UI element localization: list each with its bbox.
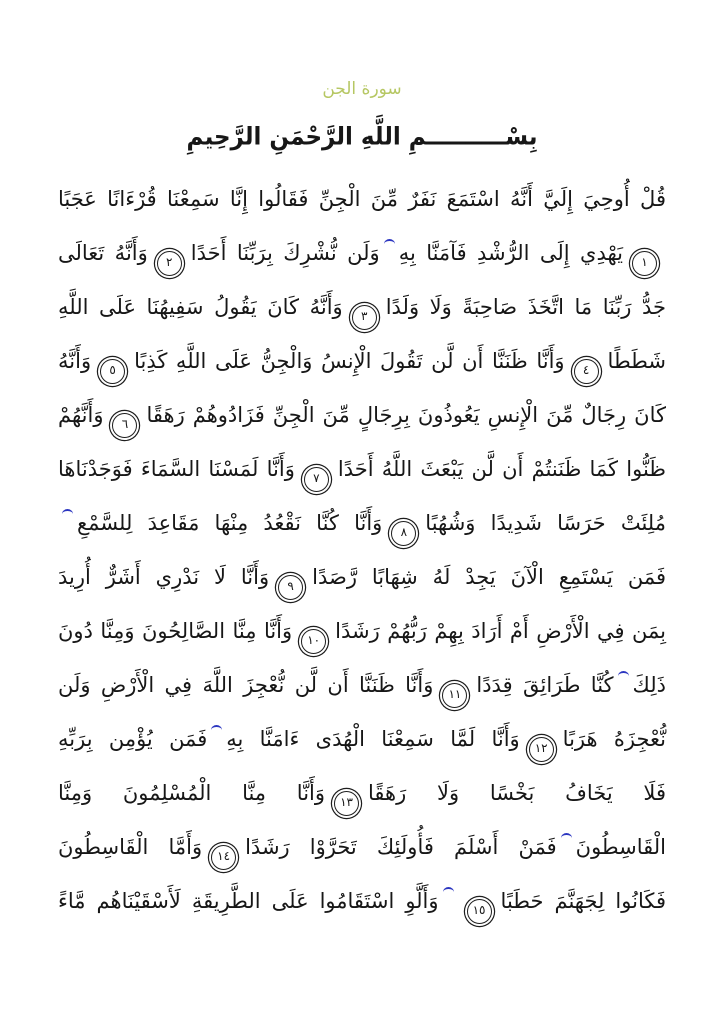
mushaf-line — [58, 334, 666, 388]
verse-text: وَأَنَّا ظَنَنَّا أَن لَّن تَقُولَ الْإِنسُ وَالْجِنُّ عَلَى اللَّهِ كَذِبًا — [134, 349, 565, 373]
ayah-number: ٣ — [360, 309, 368, 323]
ayah-end-marker — [211, 845, 236, 870]
verse-text: فَمَن يَسْتَمِعِ الْآنَ يَجِدْ لَهُ شِهَابًا رَّصَدًا — [312, 565, 667, 589]
ayah-number: ٥ — [109, 363, 116, 377]
mushaf-line — [58, 280, 666, 334]
verse-text: وَأَنَّا لَمَسْنَا السَّمَاءَ فَوَجَدْنَاهَا — [58, 457, 295, 481]
verse-text: كُنَّا طَرَائِقَ قِدَدًا — [476, 673, 614, 697]
verse-text: بِمَن فِي الْأَرْضِ أَمْ أَرَادَ بِهِمْ رَبُّهُمْ رَشَدًا — [335, 619, 666, 643]
ayah-number: ١ — [641, 255, 648, 269]
verse-text: الْقَاسِطُونَ — [575, 835, 666, 859]
ayah-number: ١١ — [448, 687, 462, 701]
mushaf-line — [58, 604, 666, 658]
verse-text: وَأَنَّا لَا نَدْرِي أَشَرٌّ أُرِيدَ — [58, 565, 270, 589]
ayah-number: ٩ — [287, 579, 294, 593]
mushaf-line — [58, 820, 666, 874]
ayah-number: ١٢ — [534, 741, 548, 755]
mushaf-line — [58, 442, 666, 496]
ayah-number: ٤ — [582, 363, 590, 377]
ayah-number: ٨ — [400, 525, 408, 539]
waqf-mark-icon — [62, 509, 73, 515]
verse-text: وَأَنَّهُمْ — [58, 403, 104, 427]
verse-text: يَهْدِي إِلَى الرُّشْدِ فَآمَنَّا بِهِ — [398, 241, 624, 265]
mushaf-line — [58, 712, 666, 766]
ayah-end-marker — [100, 359, 125, 384]
waqf-mark-icon — [561, 833, 572, 839]
verse-text: مُلِئَتْ حَرَسًا شَدِيدًا وَشُهُبًا — [425, 511, 666, 535]
verse-text: وَلَن نُّشْرِكَ بِرَبِّنَا أَحَدًا — [190, 241, 380, 265]
verse-text: ذَلِكَ — [632, 673, 666, 697]
verse-text: قُلْ أُوحِيَ إِلَيَّ أَنَّهُ اسْتَمَعَ نَفَرٌ مِّنَ الْجِنِّ فَقَالُوا إِنَّا سَمِعْنَا قُرْءَانًا عَجَبًا — [58, 187, 666, 211]
verse-text: وَأَنَّا مِنَّا الصَّالِحُونَ وَمِنَّا دُونَ — [58, 619, 293, 643]
waqf-mark-icon — [443, 887, 454, 893]
ayah-number: ١٣ — [340, 795, 353, 809]
verse-text: وَأَنَّهُ تَعَالَى — [58, 241, 148, 265]
ayah-number: ٧ — [313, 471, 320, 485]
verse-text: وَأَنَّا مِنَّا الْمُسْلِمُونَ وَمِنَّا — [58, 781, 326, 805]
ayah-number: ١٤ — [217, 849, 231, 863]
ayah-end-marker — [574, 359, 599, 384]
verse-text: ظَنُّوا كَمَا ظَنَنتُمْ أَن لَّن يَبْعَثَ اللَّهُ أَحَدًا — [337, 457, 667, 481]
mushaf-line — [58, 496, 666, 550]
verse-text: شَطَطًا — [607, 349, 666, 373]
verse-text: وَأَنَّا لَمَّا سَمِعْنَا الْهُدَى ءَامَنَّا بِهِ — [226, 727, 520, 751]
mushaf-line — [58, 658, 666, 712]
verse-text: وَأَلَّوِ اسْتَقَامُوا عَلَى الطَّرِيقَةِ لَأَسْقَيْنَاهُم مَّاءً — [58, 889, 439, 913]
ayah-end-marker — [157, 251, 182, 276]
mushaf-line — [58, 766, 666, 820]
ayah-number: ١٠ — [307, 633, 321, 647]
ayah-end-marker — [467, 899, 492, 924]
mushaf-line — [58, 550, 666, 604]
verse-text: نُّعْجِزَهُ هَرَبًا — [562, 727, 666, 751]
waqf-mark-icon — [618, 671, 629, 677]
ayah-end-marker — [334, 791, 359, 816]
ayah-number: ٢ — [166, 255, 173, 269]
mushaf-line — [58, 388, 666, 442]
ayah-number: ١٥ — [472, 903, 486, 917]
verse-text: فَمَنْ أَسْلَمَ فَأُولَئِكَ تَحَرَّوْا رَشَدًا — [245, 835, 557, 859]
mushaf-line — [58, 172, 666, 226]
waqf-mark-icon — [384, 239, 395, 245]
surah-title: سورة الجن — [322, 79, 402, 99]
ayah-end-marker — [304, 467, 329, 492]
ayah-end-marker — [391, 521, 416, 546]
ayah-number: ٦ — [121, 417, 129, 431]
verse-text: وَأَنَّهُ كَانَ يَقُولُ سَفِيهُنَا عَلَى اللَّهِ — [58, 295, 343, 319]
verse-text: وَأَنَّا كُنَّا نَقْعُدُ مِنْهَا مَقَاعِدَ لِلسَّمْعِ — [77, 511, 383, 535]
ayah-end-marker — [352, 305, 377, 330]
ayah-end-marker — [278, 575, 303, 600]
verse-text: كَانَ رِجَالٌ مِّنَ الْإِنسِ يَعُوذُونَ بِرِجَالٍ مِّنَ الْجِنِّ فَزَادُوهُمْ رَهَقًا — [146, 403, 666, 427]
ayah-end-marker — [529, 737, 554, 762]
mushaf-line — [58, 226, 666, 280]
verse-text: جَدُّ رَبِّنَا مَا اتَّخَذَ صَاحِبَةً وَلَا وَلَدًا — [385, 295, 667, 319]
verse-text: وَأَنَّهُ — [58, 349, 92, 373]
verse-text: فَكَانُوا لِجَهَنَّمَ حَطَبًا — [500, 889, 666, 913]
ayah-end-marker — [112, 413, 137, 438]
waqf-mark-icon — [211, 725, 222, 731]
verse-text-block — [58, 172, 666, 928]
ayah-end-marker — [632, 251, 657, 276]
mushaf-line — [58, 874, 666, 928]
ayah-end-marker — [442, 683, 467, 708]
verse-text: فَمَن يُؤْمِن بِرَبِّهِ — [58, 727, 208, 751]
verse-text: وَأَنَّا ظَنَنَّا أَن لَّن نُّعْجِزَ اللَّهَ فِي الْأَرْضِ وَلَن — [58, 673, 434, 697]
verse-text: فَلَا يَخَافُ بَخْسًا وَلَا رَهَقًا — [368, 781, 666, 805]
ayah-end-marker — [301, 629, 326, 654]
bismillah: بِسْــــــــــمِ اللَّهِ الرَّحْمَنِ الرَّحِيمِ — [186, 123, 538, 151]
verse-text: وَأَمَّا الْقَاسِطُونَ — [58, 835, 203, 859]
